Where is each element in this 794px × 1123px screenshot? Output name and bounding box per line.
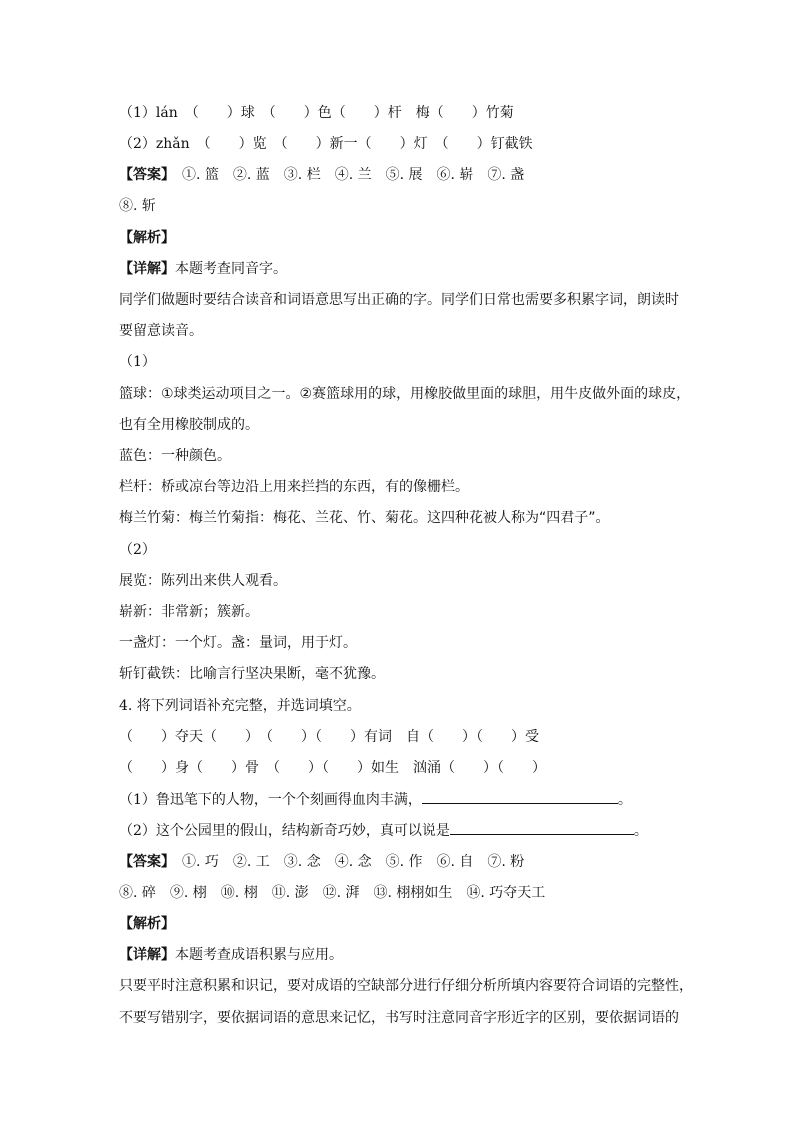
question-line-2: （2）zhǎn （ ）览 （ ）新一（ ）灯 （ ）钉截铁 [119,136,533,152]
detail-line-2 [119,945,343,965]
fill-blank-end: 。 [617,792,632,808]
definition-line: 展览：陈列出来供人观看。 [119,573,287,589]
fill-blank-end: 。 [633,823,648,839]
answer-line-2 [119,852,524,872]
paragraph-line: 只要平时注意积累和识记，要对成语的空缺部分进行仔细分析所填内容要符合词语的完整性， [119,978,693,994]
analysis-heading-2: 【解析】 [119,916,175,932]
question-4-title: 4. 将下列词语补充完整，并选词填空。 [119,698,361,714]
detail-text: 本题考查成语积累与应用。 [175,947,343,963]
definition-line: 栏杆：桥或凉台等边沿上用来拦挡的东西，有的像栅栏。 [119,479,469,495]
fill-blank-line-2 [119,820,648,841]
question-4-line-b: （ ）身（ ）骨 （ ）（ ）如生 汹涌（ ）（ ） [119,760,546,776]
detail-label: 【详解】 [119,947,175,963]
detail-line-1 [119,259,287,279]
definition-line: 篮球：①球类运动项目之一。②赛篮球用的球，用橡胶做里面的球胆，用牛皮做外面的球皮， [119,386,691,402]
fill-blank-underline [422,789,618,804]
definition-line: 也有全用橡胶制成的。 [119,417,259,433]
definition-line: 斩钉截铁：比喻言行坚决果断，毫不犹豫。 [119,666,385,682]
answer-label: 【答案】 [119,167,168,183]
paragraph-line: 要留意读音。 [119,323,203,339]
answer-text: ①. 巧 ②. 工 ③. 念 ④. 念 ⑤. 作 ⑥. 自 ⑦. 粉 [168,854,525,870]
question-4-line-a: （ ）夺天（ ） （ ）（ ）有词 自（ ）（ ）受 [119,729,539,745]
fill-blank-text: （1）鲁迅笔下的人物，一个个刻画得血肉丰满， [119,792,422,808]
paragraph-line: 不要写错别字，要依据词语的意思来记忆，书写时注意同音字形近字的区别，要依据词语的 [119,1010,679,1026]
definition-line: 梅兰竹菊：梅兰竹菊指：梅花、兰花、竹、菊花。这四种花被人称为“四君子”。 [119,510,610,526]
analysis-heading-1: 【解析】 [119,230,175,246]
fill-blank-line-1 [119,789,632,810]
fill-blank-underline [450,820,634,835]
answer-line-1 [119,165,524,185]
question-line-1: （1）lán （ ）球 （ ）色（ ）杆 梅（ ）竹菊 [119,105,514,121]
answer-label: 【答案】 [119,854,168,870]
section-marker-1: （1） [119,354,156,370]
section-marker-2: （2） [119,542,156,558]
fill-blank-text: （2）这个公园里的假山，结构新奇巧妙，真可以说是 [119,823,450,839]
answer-line-2-cont: ⑧. 碎 ⑨. 栩 ⑩. 栩 ⑪. 澎 ⑫. 湃 ⑬. 栩栩如生 ⑭. 巧夺天工 [119,885,546,901]
answer-line-1-cont: ⑧. 斩 [119,198,156,214]
definition-line: 崭新：非常新；簇新。 [119,604,259,620]
detail-text: 本题考查同音字。 [175,261,287,277]
answer-text: ①. 篮 ②. 蓝 ③. 栏 ④. 兰 ⑤. 展 ⑥. 崭 ⑦. 盏 [168,167,525,183]
detail-label: 【详解】 [119,261,175,277]
definition-line: 蓝色：一种颜色。 [119,448,231,464]
paragraph-line: 同学们做题时要结合读音和词语意思写出正确的字。同学们日常也需要多积累字词，朗读时 [119,292,679,308]
definition-line: 一盏灯：一个灯。盏：量词，用于灯。 [119,635,357,651]
